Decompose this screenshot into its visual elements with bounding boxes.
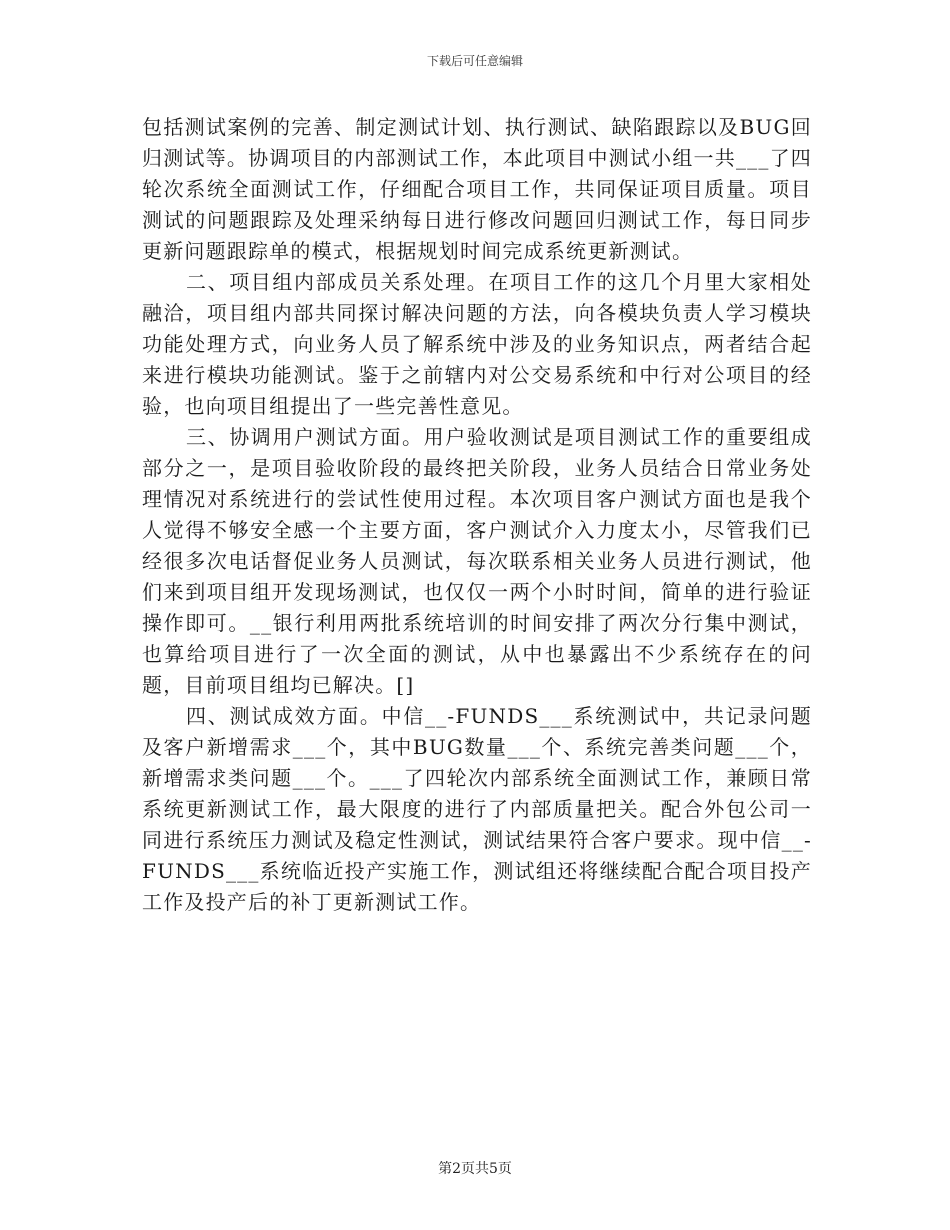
page-footer: 第2页共5页 <box>438 1161 512 1177</box>
document-body <box>142 112 812 918</box>
paragraph-3: 三、协调用户测试方面。用户验收测试是项目测试工作的重要组成部分之一，是项目验收阶段的最终把关阶段，业务人员结合日常业务处理情况对系统进行的尝试性使用过程。本次项目客户测试方面也是我个人觉得不够安全感一个主要方面，客户测试介入力度太小，尽管我们已经很多次电话督促业务人员测试，每次联系相关业务人员进行测试，他们来到项目组开发现场测试，也仅仅一两个小时时间，简单的进行验证操作即可。__银行利用两批系统培训的时间安排了两次分行集中测试，也算给项目进行了一次全面的测试，从中也暴露出不少系统存在的问题，目前项目组均已解决。[] <box>142 425 812 697</box>
paragraph-1: 包括测试案例的完善、制定测试计划、执行测试、缺陷跟踪以及BUG回归测试等。协调项目的内部测试工作，本此项目中测试小组一共___了四轮次系统全面测试工作，仔细配合项目工作，共同保证项目质量。项目测试的问题跟踪及处理采纳每日进行修改问题回归测试工作，每日同步更新问题跟踪单的模式，根据规划时间完成系统更新测试。 <box>142 115 812 263</box>
page-header: 下载后可任意编辑 <box>426 54 523 68</box>
paragraph-2: 二、项目组内部成员关系处理。在项目工作的这几个月里大家相处融洽，项目组内部共同探讨解决问题的方法，向各模块负责人学习模块功能处理方式，向业务人员了解系统中涉及的业务知识点，两者结合起来进行模块功能测试。鉴于之前辖内对公交易系统和中行对公项目的经验，也向项目组提出了一些完善性意见。 <box>142 270 812 418</box>
paragraph-4: 四、测试成效方面。中信__-FUNDS___系统测试中，共记录问题及客户新增需求___个，其中BUG数量___个、系统完善类问题___个，新增需求类问题___个。___了四轮次内部系统全面测试工作，兼顾日常系统更新测试工作，最大限度的进行了内部质量把关。配合外包公司一同进行系统压力测试及稳定性测试，测试结果符合客户要求。现中信__-FUNDS___系统临近投产实施工作，测试组还将继续配合配合项目投产工作及投产后的补丁更新测试工作。 <box>142 704 812 914</box>
